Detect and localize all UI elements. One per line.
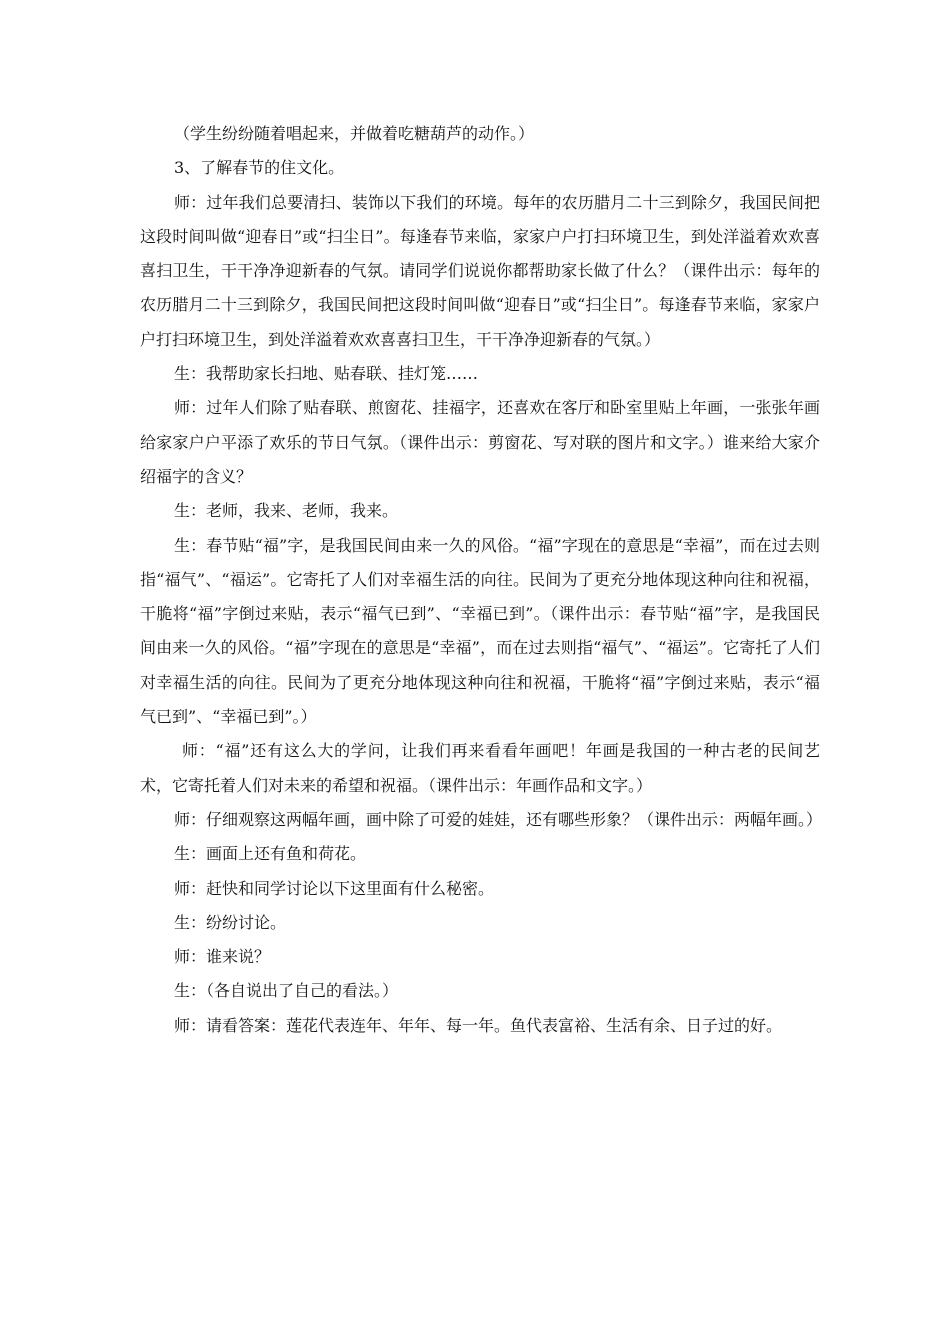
paragraph-student-fu-meaning: 生：春节贴“福”字，是我国民间由来一久的风俗。“福”字现在的意思是“幸福”，而在过去则指“福气”、“福运”。它寄托了人们对幸福生活的向往。民间为了更充分地体现这种向往和祝福，干脆将“福”字倒过来贴，表示“福气已到”、“幸福已到”。（课件出示：春节贴“福”字，是我国民间由来一久的风俗。“福”字现在的意思是“幸福”，而在过去则指“福气”、“福运”。它寄托了人们对幸福生活的向往。民间为了更充分地体现这种向往和祝福，干脆将“福”字倒过来贴，表示“福气已到”、“幸福已到”。） xyxy=(140,535,820,727)
paragraph-student-fish-lotus: 生：画面上还有鱼和荷花。 xyxy=(174,844,367,864)
paragraph-teacher-nianhua: 师：过年人们除了贴春联、煎窗花、挂福字，还喜欢在客厅和卧室里贴上年画，一张张年画给家家户户平添了欢乐的节日气氛。（课件出示：剪窗花、写对联的图片和文字。）谁来给大家介绍福字的含义？ xyxy=(140,398,820,486)
paragraph-student-discuss: 生：纷纷讨论。 xyxy=(174,912,287,932)
paragraph-student-help: 生：我帮助家长扫地、贴春联、挂灯笼…… xyxy=(174,364,479,384)
document-body xyxy=(140,117,823,1043)
paragraph-student-action: （学生纷纷随着唱起来，并做着吃糖葫芦的动作。） xyxy=(174,124,535,143)
paragraph-teacher-answer: 师：请看答案：莲花代表连年、年年、每一年。鱼代表富裕、生活有余、日子过的好。 xyxy=(174,1015,783,1035)
paragraph-teacher-who: 师：谁来说？ xyxy=(174,947,271,967)
paragraph-teacher-observe: 师：仔细观察这两幅年画，画中除了可爱的娃娃，还有哪些形象？（课件出示：两幅年画。） xyxy=(174,809,823,829)
paragraph-teacher-fu-learning: 师：“福”还有这么大的学问，让我们再来看看年画吧！年画是我国的一种古老的民间艺术，它寄托着人们对未来的希望和祝福。（课件出示：年画作品和文字。） xyxy=(140,741,820,795)
paragraph-student-opinions: 生：（各自说出了自己的看法。） xyxy=(174,981,399,1001)
paragraph-student-volunteer: 生：老师，我来、老师，我来。 xyxy=(174,501,399,521)
section-heading-housing-culture: 3、了解春节的住文化。 xyxy=(174,158,345,178)
paragraph-teacher-cleaning: 师：过年我们总要清扫、装饰以下我们的环境。每年的农历腊月二十三到除夕，我国民间把这段时间叫做“迎春日”或“扫尘日”。每逢春节来临，家家户户打扫环境卫生，到处洋溢着欢欢喜喜扫卫生，干干净净迎新春的气氛。请同学们说说你都帮助家长做了什么？（课件出示：每年的农历腊月二十三到除夕，我国民间把这段时间叫做“迎春日”或“扫尘日”。每逢春节来临，家家户户打扫环境卫生，到处洋溢着欢欢喜喜扫卫生，干干净净迎新春的气氛。） xyxy=(140,192,820,349)
paragraph-teacher-discuss: 师：赶快和同学讨论以下这里面有什么秘密。 xyxy=(174,878,495,898)
